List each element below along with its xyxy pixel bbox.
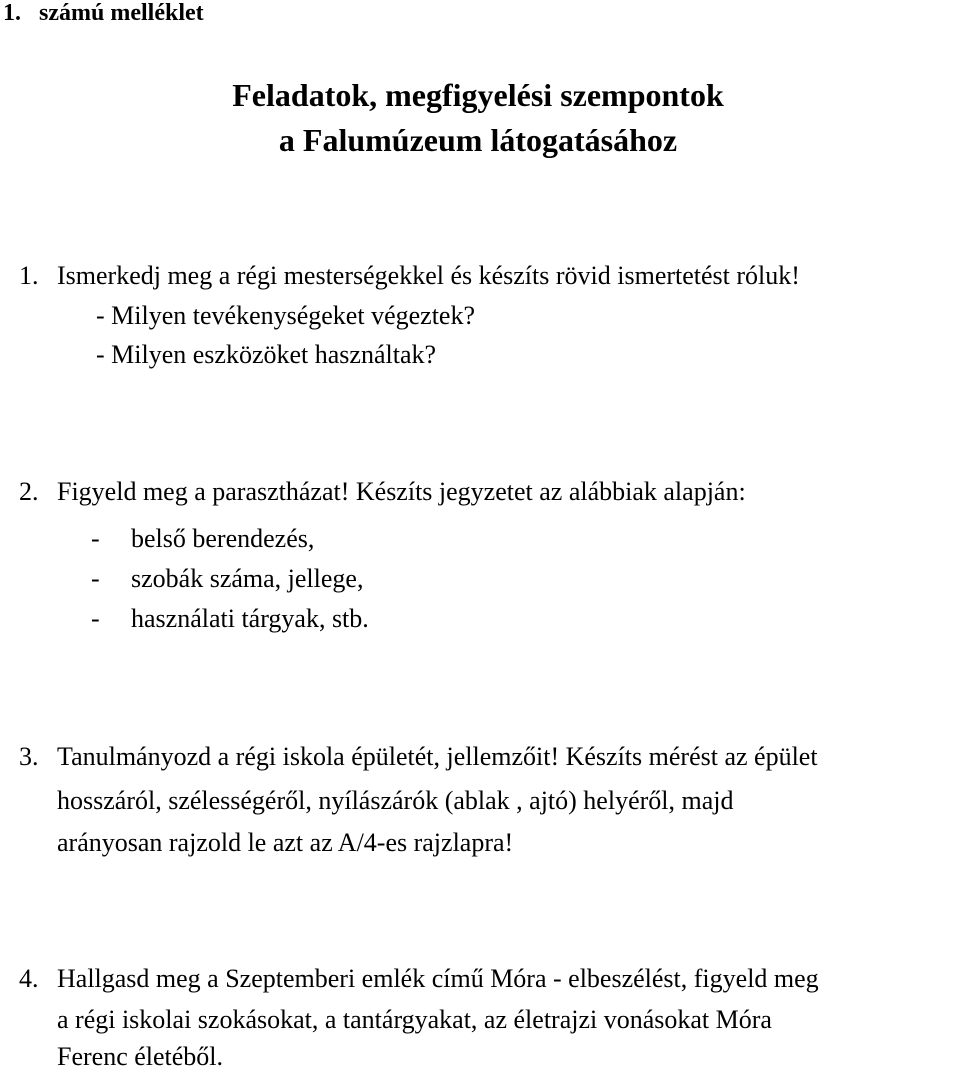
task-4-text-2: a régi iskolai szokásokat, a tantárgyakat, az életrajzi vonásokat Móra <box>57 1005 772 1034</box>
task-2-bullet-3-text: használati tárgyak, stb. <box>131 604 369 633</box>
page-title-line-2: a Falumúzeum látogatásához <box>278 122 678 158</box>
task-1-number: 1. <box>19 261 39 290</box>
annex-number: 1. <box>3 0 21 26</box>
task-2-bullet-2 <box>91 562 363 596</box>
task-1-line-1 <box>19 259 800 293</box>
task-1-text-1: Ismerkedj meg a régi mesterségekkel és készíts rövid ismertetést róluk! <box>57 261 800 290</box>
task-2-line-1 <box>19 475 746 509</box>
task-3-text-3: arányosan rajzold le azt az A/4-es rajzlapra! <box>57 828 514 857</box>
bullet-dash: - <box>91 564 100 593</box>
task-2-bullet-3 <box>91 602 369 636</box>
task-3-text-1: Tanulmányozd a régi iskola épületét, jellemzőit! Készíts mérést az épület <box>57 742 818 771</box>
task-3-line-1 <box>19 740 818 774</box>
task-4-text-1: Hallgasd meg a Szeptemberi emlék című Móra - elbeszélést, figyeld meg <box>57 964 819 993</box>
task-3-number: 3. <box>19 742 39 771</box>
task-2-bullet-1-text: belső berendezés, <box>131 524 315 553</box>
annex-label <box>3 0 204 28</box>
task-4-text-3: Ferenc életéből. <box>57 1042 224 1071</box>
task-2-bullet-1 <box>91 522 314 556</box>
bullet-dash: - <box>91 524 100 553</box>
task-2-text-1: Figyeld meg a parasztházat! Készíts jegyzetet az alábbiak alapján: <box>57 477 746 506</box>
task-4-line-1 <box>19 962 819 996</box>
task-2-number: 2. <box>19 477 39 506</box>
bullet-dash: - <box>91 604 100 633</box>
task-4-number: 4. <box>19 964 39 993</box>
task-1-sub-item-2: - Milyen eszközöket használtak? <box>96 340 437 369</box>
task-1-sub-item-1: - Milyen tevékenységeket végeztek? <box>96 301 475 330</box>
task-2-bullet-2-text: szobák száma, jellege, <box>131 564 364 593</box>
annex-text: számú melléklet <box>39 0 204 26</box>
page-title-line-1: Feladatok, megfigyelési szempontok <box>232 77 724 113</box>
task-3-text-2: hosszáról, szélességéről, nyílászárók (ablak , ajtó) helyéről, majd <box>57 786 734 815</box>
